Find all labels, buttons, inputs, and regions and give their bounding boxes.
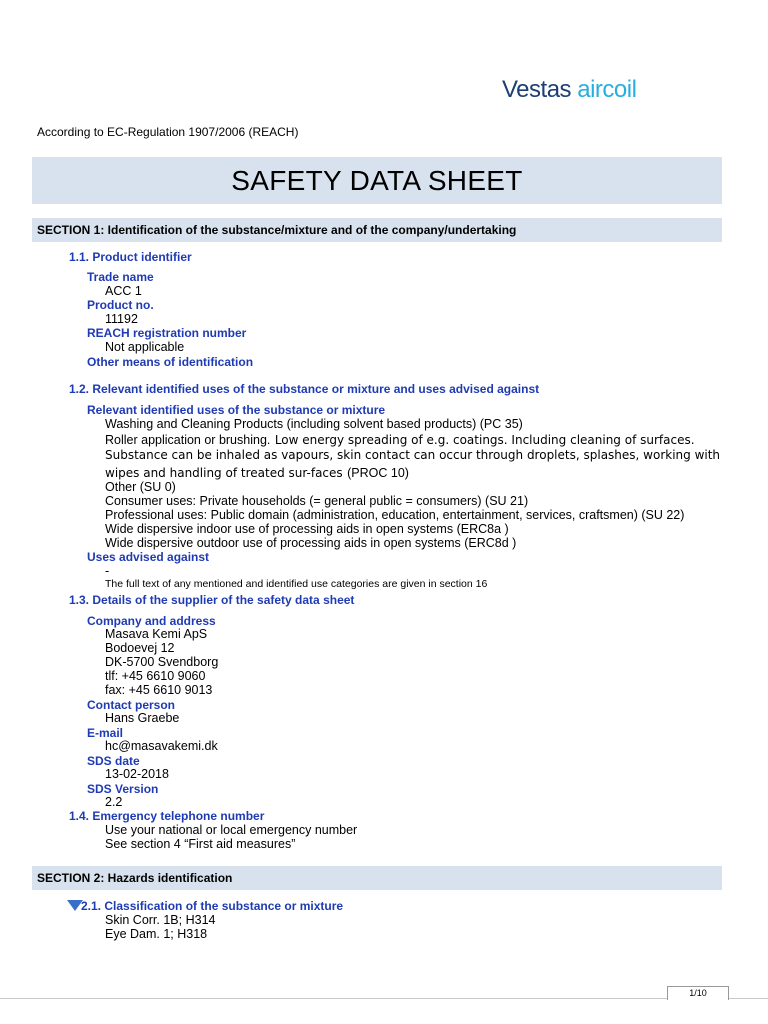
heading-2-1: 2.1. Classification of the substance or mixture <box>81 899 344 913</box>
reach-value: Not applicable <box>105 340 185 354</box>
use-text: Roller application or brushing. <box>105 433 271 447</box>
email-value: hc@masavakemi.dk <box>105 739 218 753</box>
section1-title: SECTION 1: Identification of the substance/mixture and of the company/undertaking <box>37 223 517 237</box>
contact-person-label: Contact person <box>87 698 176 712</box>
sds-date-value: 13-02-2018 <box>105 767 169 781</box>
company-line: tlf: +45 6610 9060 <box>105 669 206 683</box>
company-line: Masava Kemi ApS <box>105 627 208 641</box>
classification-line: Eye Dam. 1; H318 <box>105 927 208 941</box>
use-line: Wide dispersive outdoor use of processing aids in open systems (ERC8d ) <box>105 536 517 550</box>
use-text-calibri: wipes and handling of treated sur-faces <box>105 466 343 480</box>
heading-1-2: 1.2. Relevant identified uses of the substance or mixture and uses advised against <box>69 382 540 396</box>
uses-advised-against-value: - <box>105 564 110 578</box>
company-line: Bodoevej 12 <box>105 641 175 655</box>
vestas-aircoil-logo <box>502 76 636 104</box>
use-text: (PROC 10) <box>347 466 409 480</box>
use-categories-note: The full text of any mentioned and identified use categories are given in section 16 <box>105 578 488 590</box>
use-line: Other (SU 0) <box>105 480 176 494</box>
section2-title: SECTION 2: Hazards identification <box>37 871 233 885</box>
use-text-calibri: Low energy spreading of e.g. coatings. Including cleaning of surfaces. <box>274 433 695 447</box>
use-line: Consumer uses: Private households (= general public = consumers) (SU 21) <box>105 494 529 508</box>
reach-label: REACH registration number <box>87 326 247 340</box>
use-line: Washing and Cleaning Products (including solvent based products) (PC 35) <box>105 417 523 431</box>
logo-word-aircoil: aircoil <box>577 76 637 103</box>
trade-name-label: Trade name <box>87 270 154 284</box>
section2-header <box>32 866 722 890</box>
footer-rule <box>0 998 768 999</box>
sds-version-label: SDS Version <box>87 782 159 796</box>
email-label: E-mail <box>87 726 124 740</box>
product-no-value: 11192 <box>105 312 138 326</box>
use-line: Wide dispersive indoor use of processing aids in open systems (ERC8a ) <box>105 522 509 536</box>
regulation-text: According to EC-Regulation 1907/2006 (REACH) <box>37 125 299 139</box>
company-line: fax: +45 6610 9013 <box>105 683 213 697</box>
heading-1-3: 1.3. Details of the supplier of the safety data sheet <box>69 593 355 607</box>
product-no-label: Product no. <box>87 298 154 312</box>
uses-advised-against-label: Uses advised against <box>87 550 210 564</box>
section1-header <box>32 218 722 242</box>
logo-word-vestas: Vestas <box>502 76 572 103</box>
title-bar <box>32 157 722 204</box>
company-address-label: Company and address <box>87 614 216 628</box>
use-line-calibri: Substance can be inhaled as vapours, skin contact can occur through droplets, splashes, working with <box>105 448 721 462</box>
use-line: Professional uses: Public domain (administration, education, entertainment, services, craftsmen) (SU 22) <box>105 508 685 522</box>
relevant-uses-label: Relevant identified uses of the substance or mixture <box>87 403 386 417</box>
page-title: SAFETY DATA SHEET <box>231 165 523 196</box>
trade-name-value: ACC 1 <box>105 284 142 298</box>
emergency-line: See section 4 “First aid measures” <box>105 837 296 851</box>
sds-version-value: 2.2 <box>105 795 123 809</box>
heading-1-4: 1.4. Emergency telephone number <box>69 809 265 823</box>
page-number: 1/10 <box>689 988 707 998</box>
other-means-label: Other means of identification <box>87 355 254 369</box>
use-line-roller <box>105 431 695 449</box>
company-line: DK-5700 Svendborg <box>105 655 219 669</box>
heading-1-1: 1.1. Product identifier <box>69 250 192 264</box>
emergency-line: Use your national or local emergency number <box>105 823 358 837</box>
sds-date-label: SDS date <box>87 754 140 768</box>
contact-person-value: Hans Graebe <box>105 711 180 725</box>
classification-line: Skin Corr. 1B; H314 <box>105 913 216 927</box>
page-number-box <box>667 986 729 1000</box>
